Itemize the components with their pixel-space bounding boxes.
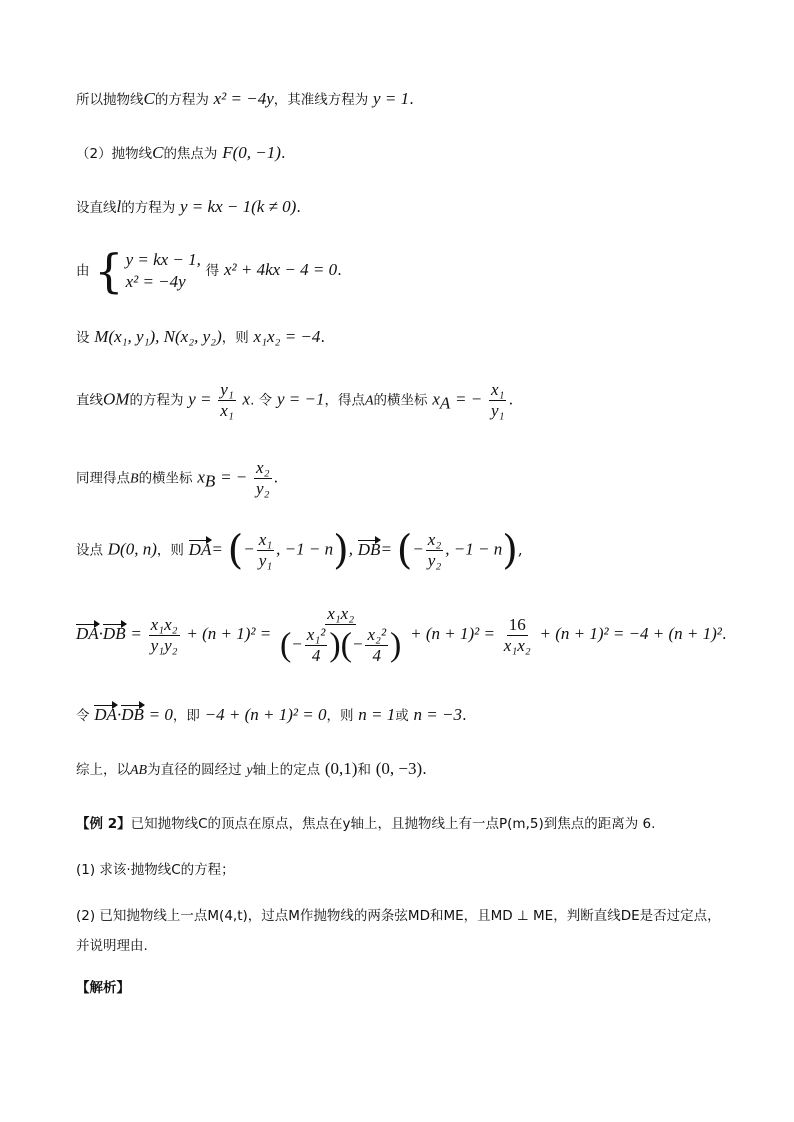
- example-tag: 【例 2】: [76, 816, 131, 832]
- solution-line-1: 所以抛物线C的方程为 x² = −4y，其准线方程为 y = 1.: [76, 89, 414, 108]
- fraction: $\frac{16}{\text{x₁x₂}}$: [503, 614, 531, 655]
- solution-line-6: 直线OM的方程为 y = $\frac{\text{y₁}}{\text{x₁}}$ x. 令 y = −1，得点A的横坐标 $x_A$ = − $\frac{\text{x₁}}{\text{y₁}}$ .: [76, 380, 514, 420]
- vector-db: DB: [357, 539, 381, 559]
- example-2-part-2-cont: 并说明理由.: [76, 938, 148, 954]
- solution-line-7: 同理得点B的横坐标 $x_B$ = − $\frac{\text{x₂}}{\text{y₂}}$ .: [76, 458, 279, 498]
- fraction: $\frac{\text{y₁}}{\text{x₁}}$: [220, 380, 234, 420]
- equation: x₁x₂ = −4: [253, 327, 321, 346]
- example-2-statement: 【例 2】已知抛物线C的顶点在原点，焦点在y轴上，且抛物线上有一点P(m,5)到焦点的距离为 6.: [76, 816, 656, 832]
- vector-db: DB: [102, 624, 126, 643]
- solution-line-11: 综上，以AB为直径的圆经过 y轴上的定点 (0,1)和 (0, −3).: [76, 759, 427, 778]
- example-2-part-1: (1) 求该·抛物线C的方程；: [76, 862, 235, 878]
- example-2-part-2: (2) 已知抛物线上一点M(4,t)，过点M作抛物线的两条弦MD和ME，且MD ⊥ ME，判断直线DE是否过定点，: [76, 908, 721, 924]
- equation-system: { y = kx − 1, x² = −4y: [94, 244, 201, 298]
- equation: M(x₁, y₁), N(x₂, y₂): [94, 327, 222, 346]
- vector-da: DA: [76, 624, 99, 643]
- analysis-heading: 【解析】: [76, 980, 130, 996]
- fraction: $\frac{\text{x₁x₂}}{\text{y₁y₂}}$: [150, 614, 178, 655]
- solution-line-2: （2）抛物线C的焦点为 F(0, −1).: [76, 143, 286, 162]
- solution-line-9: DA·DB = $\frac{\text{x₁x₂}}{\text{y₁y₂}}$ + (n + 1)² = x₁x₂ (− $\frac{\text{x₁²}}{4}$ )(− $\frac{\text{x₂²}}{4}$ ) + (n + 1)² = $\frac{16}{\text{x₁x₂}}$ + (n + 1)² = −4 + (n + 1)².: [76, 604, 727, 665]
- solution-line-8: 设点 D(0, n)，则 DA= (− $\frac{\text{x₁}}{\text{y₁}}$ , −1 − n), DB= (− $\frac{\text{x₂}}{\text{y₂}}$ , −1 − n),: [76, 527, 523, 574]
- equation: x² + 4kx − 4 = 0: [223, 260, 338, 279]
- solution-line-3: 设直线l的方程为 y = kx − 1(k ≠ 0).: [76, 197, 302, 216]
- solution-line-5: 设 M(x₁, y₁), N(x₂, y₂)，则 x₁x₂ = −4.: [76, 327, 326, 346]
- equation: x² = −4y: [213, 89, 274, 108]
- solution-line-10: 令 DA·DB = 0，即 −4 + (n + 1)² = 0，则 n = 1或 n = −3.: [76, 705, 467, 724]
- vector-db: DB: [121, 705, 144, 724]
- equation: y = 1: [373, 89, 410, 108]
- vector-da: DA: [94, 705, 117, 724]
- vector-da: DA: [188, 539, 212, 559]
- fraction: $\frac{\text{x₁}}{\text{y₁}}$: [491, 380, 505, 420]
- fraction: $\frac{\text{x₂}}{\text{y₂}}$: [427, 530, 442, 570]
- solution-line-4: 由 { y = kx − 1, x² = −4y 得 x² + 4kx − 4 = 0.: [76, 244, 342, 298]
- fraction: $\frac{\text{x₂}}{\text{y₂}}$: [256, 458, 270, 498]
- fraction: x₁x₂ (− $\frac{\text{x₁²}}{4}$ )(− $\frac{\text{x₂²}}{4}$ ): [279, 604, 402, 665]
- fraction: $\frac{\text{x₁}}{\text{y₁}}$: [258, 530, 273, 570]
- equation: F(0, −1): [222, 143, 281, 162]
- equation: y = kx − 1(k ≠ 0): [180, 197, 297, 216]
